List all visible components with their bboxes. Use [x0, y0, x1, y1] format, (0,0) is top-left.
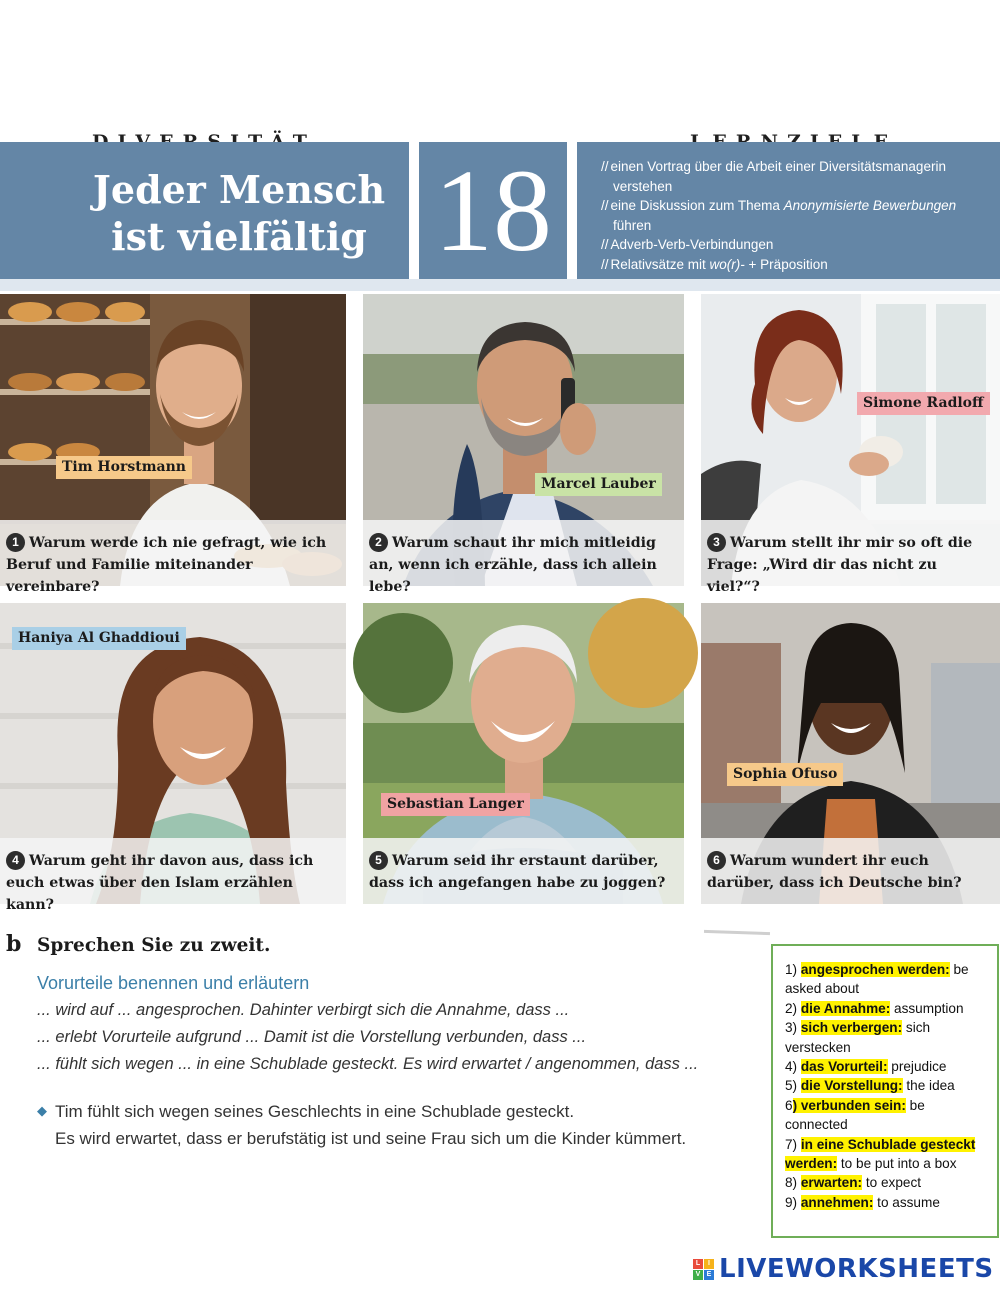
phrase-line: ... erlebt Vorurteile aufgrund ... Damit ist die Vorstellung verbunden, dass ... — [37, 1028, 587, 1046]
vocabulary-box — [771, 944, 999, 1238]
question-text: Warum schaut ihr mich mitleidig an, wenn ich erzähle, dass ich allein lebe? — [369, 535, 657, 595]
exercise-subheading: Vorurteile benennen und erläutern — [37, 973, 310, 993]
chapter-title: Jeder Mensch ist vielfältig — [92, 167, 386, 259]
question-number-badge: 1 — [6, 533, 25, 552]
photo-card-3 — [701, 294, 1000, 595]
vocab-item: 5) die Vorstellung: the idea — [785, 1078, 955, 1094]
logo-mark-cell: E — [704, 1270, 714, 1280]
question-number-badge: 5 — [369, 851, 388, 870]
question-text: Warum geht ihr davon aus, dass ich euch etwas über den Islam erzählen kann? — [6, 853, 314, 913]
decorative-line — [704, 930, 770, 935]
question-caption — [363, 520, 684, 595]
person-name-tag: Sebastian Langer — [381, 793, 530, 816]
question-text: Warum seid ihr erstaunt darüber, dass ich angefangen habe zu joggen? — [369, 853, 666, 891]
vocab-item: 9) annehmen: to assume — [785, 1194, 940, 1210]
person-name-tag: Tim Horstmann — [56, 456, 192, 479]
header-band — [0, 279, 1000, 291]
question-caption — [363, 838, 684, 904]
question-number-badge: 6 — [707, 851, 726, 870]
vocab-item: 6) verbunden sein: be connected — [785, 1097, 925, 1133]
logo-mark-icon — [693, 1259, 714, 1280]
question-caption — [0, 520, 346, 595]
vocab-item: 8) erwarten: to expect — [785, 1175, 922, 1191]
question-text: Warum stellt ihr mir so oft die Frage: „Wird dir das nicht zu viel?“? — [707, 535, 973, 595]
logo-mark-cell: V — [693, 1270, 703, 1280]
question-text: Warum wundert ihr euch darüber, dass ich Deutsche bin? — [707, 853, 962, 891]
vocab-item: 3) sich verbergen: sich verstecken — [785, 1020, 931, 1055]
question-caption — [0, 838, 346, 913]
learning-goal: // einen Vortrag über die Arbeit einer Diversitätsmanagerin verstehen — [601, 159, 946, 194]
photo-card-6 — [701, 603, 1000, 904]
person-name-tag: Sophia Ofuso — [727, 763, 843, 786]
learning-goals-list — [601, 157, 991, 274]
phrase-line: ... fühlt sich wegen ... in eine Schublade gesteckt. Es wird erwartet / angenommen, dass ... — [37, 1055, 699, 1073]
photo-card-4 — [0, 603, 346, 913]
person-name-tag: Haniya Al Ghaddioui — [12, 627, 186, 650]
question-text: Warum werde ich nie gefragt, wie ich Beruf und Familie miteinander vereinbare? — [6, 535, 327, 595]
vocab-item: 7) in eine Schublade gesteckt werden: to be put into a box — [785, 1136, 976, 1172]
question-number-badge: 4 — [6, 851, 25, 870]
photo-card-1 — [0, 294, 346, 595]
vocab-item: 2) die Annahme: assumption — [785, 1000, 964, 1016]
liveworksheets-logo[interactable] — [693, 1253, 994, 1285]
logo-mark-cell: L — [693, 1259, 703, 1269]
vocab-item: 4) das Vorurteil: prejudice — [785, 1059, 947, 1075]
learning-goal: // Adverb-Verb-Verbindungen — [601, 237, 774, 252]
person-name-tag: Simone Radloff — [857, 392, 990, 415]
phrase-line: ... wird auf ... angesprochen. Dahinter verbirgt sich die Annahme, dass ... — [37, 1001, 570, 1019]
chapter-number: 18 — [434, 145, 552, 276]
example-answer: ◆ Tim fühlt sich wegen seines Geschlechts in eine Schublade gesteckt. Es wird erwartet, dass er berufstätig ist und seine Frau sich um die Kinder kümmert. — [37, 1097, 777, 1152]
photo-card-2 — [363, 294, 684, 595]
logo-text: LIVEWORKSHEETS — [719, 1254, 994, 1284]
vocab-item: 1) angesprochen werden: be asked about — [785, 962, 969, 997]
question-caption — [701, 520, 1000, 595]
learning-goal: // Relativsätze mit wo(r)- + Präposition — [601, 256, 828, 272]
question-caption — [701, 838, 1000, 904]
logo-mark-cell: I — [704, 1259, 714, 1269]
question-number-badge: 3 — [707, 533, 726, 552]
photo-card-5 — [363, 603, 684, 904]
question-number-badge: 2 — [369, 533, 388, 552]
exercise-letter: b — [6, 931, 22, 957]
exercise-instruction: Sprechen Sie zu zweit. — [37, 935, 271, 956]
person-name-tag: Marcel Lauber — [535, 473, 662, 496]
learning-goal: // eine Diskussion zum Thema Anonymisierte Bewerbungen führen — [601, 198, 957, 233]
diamond-bullet-icon: ◆ — [37, 1103, 47, 1118]
